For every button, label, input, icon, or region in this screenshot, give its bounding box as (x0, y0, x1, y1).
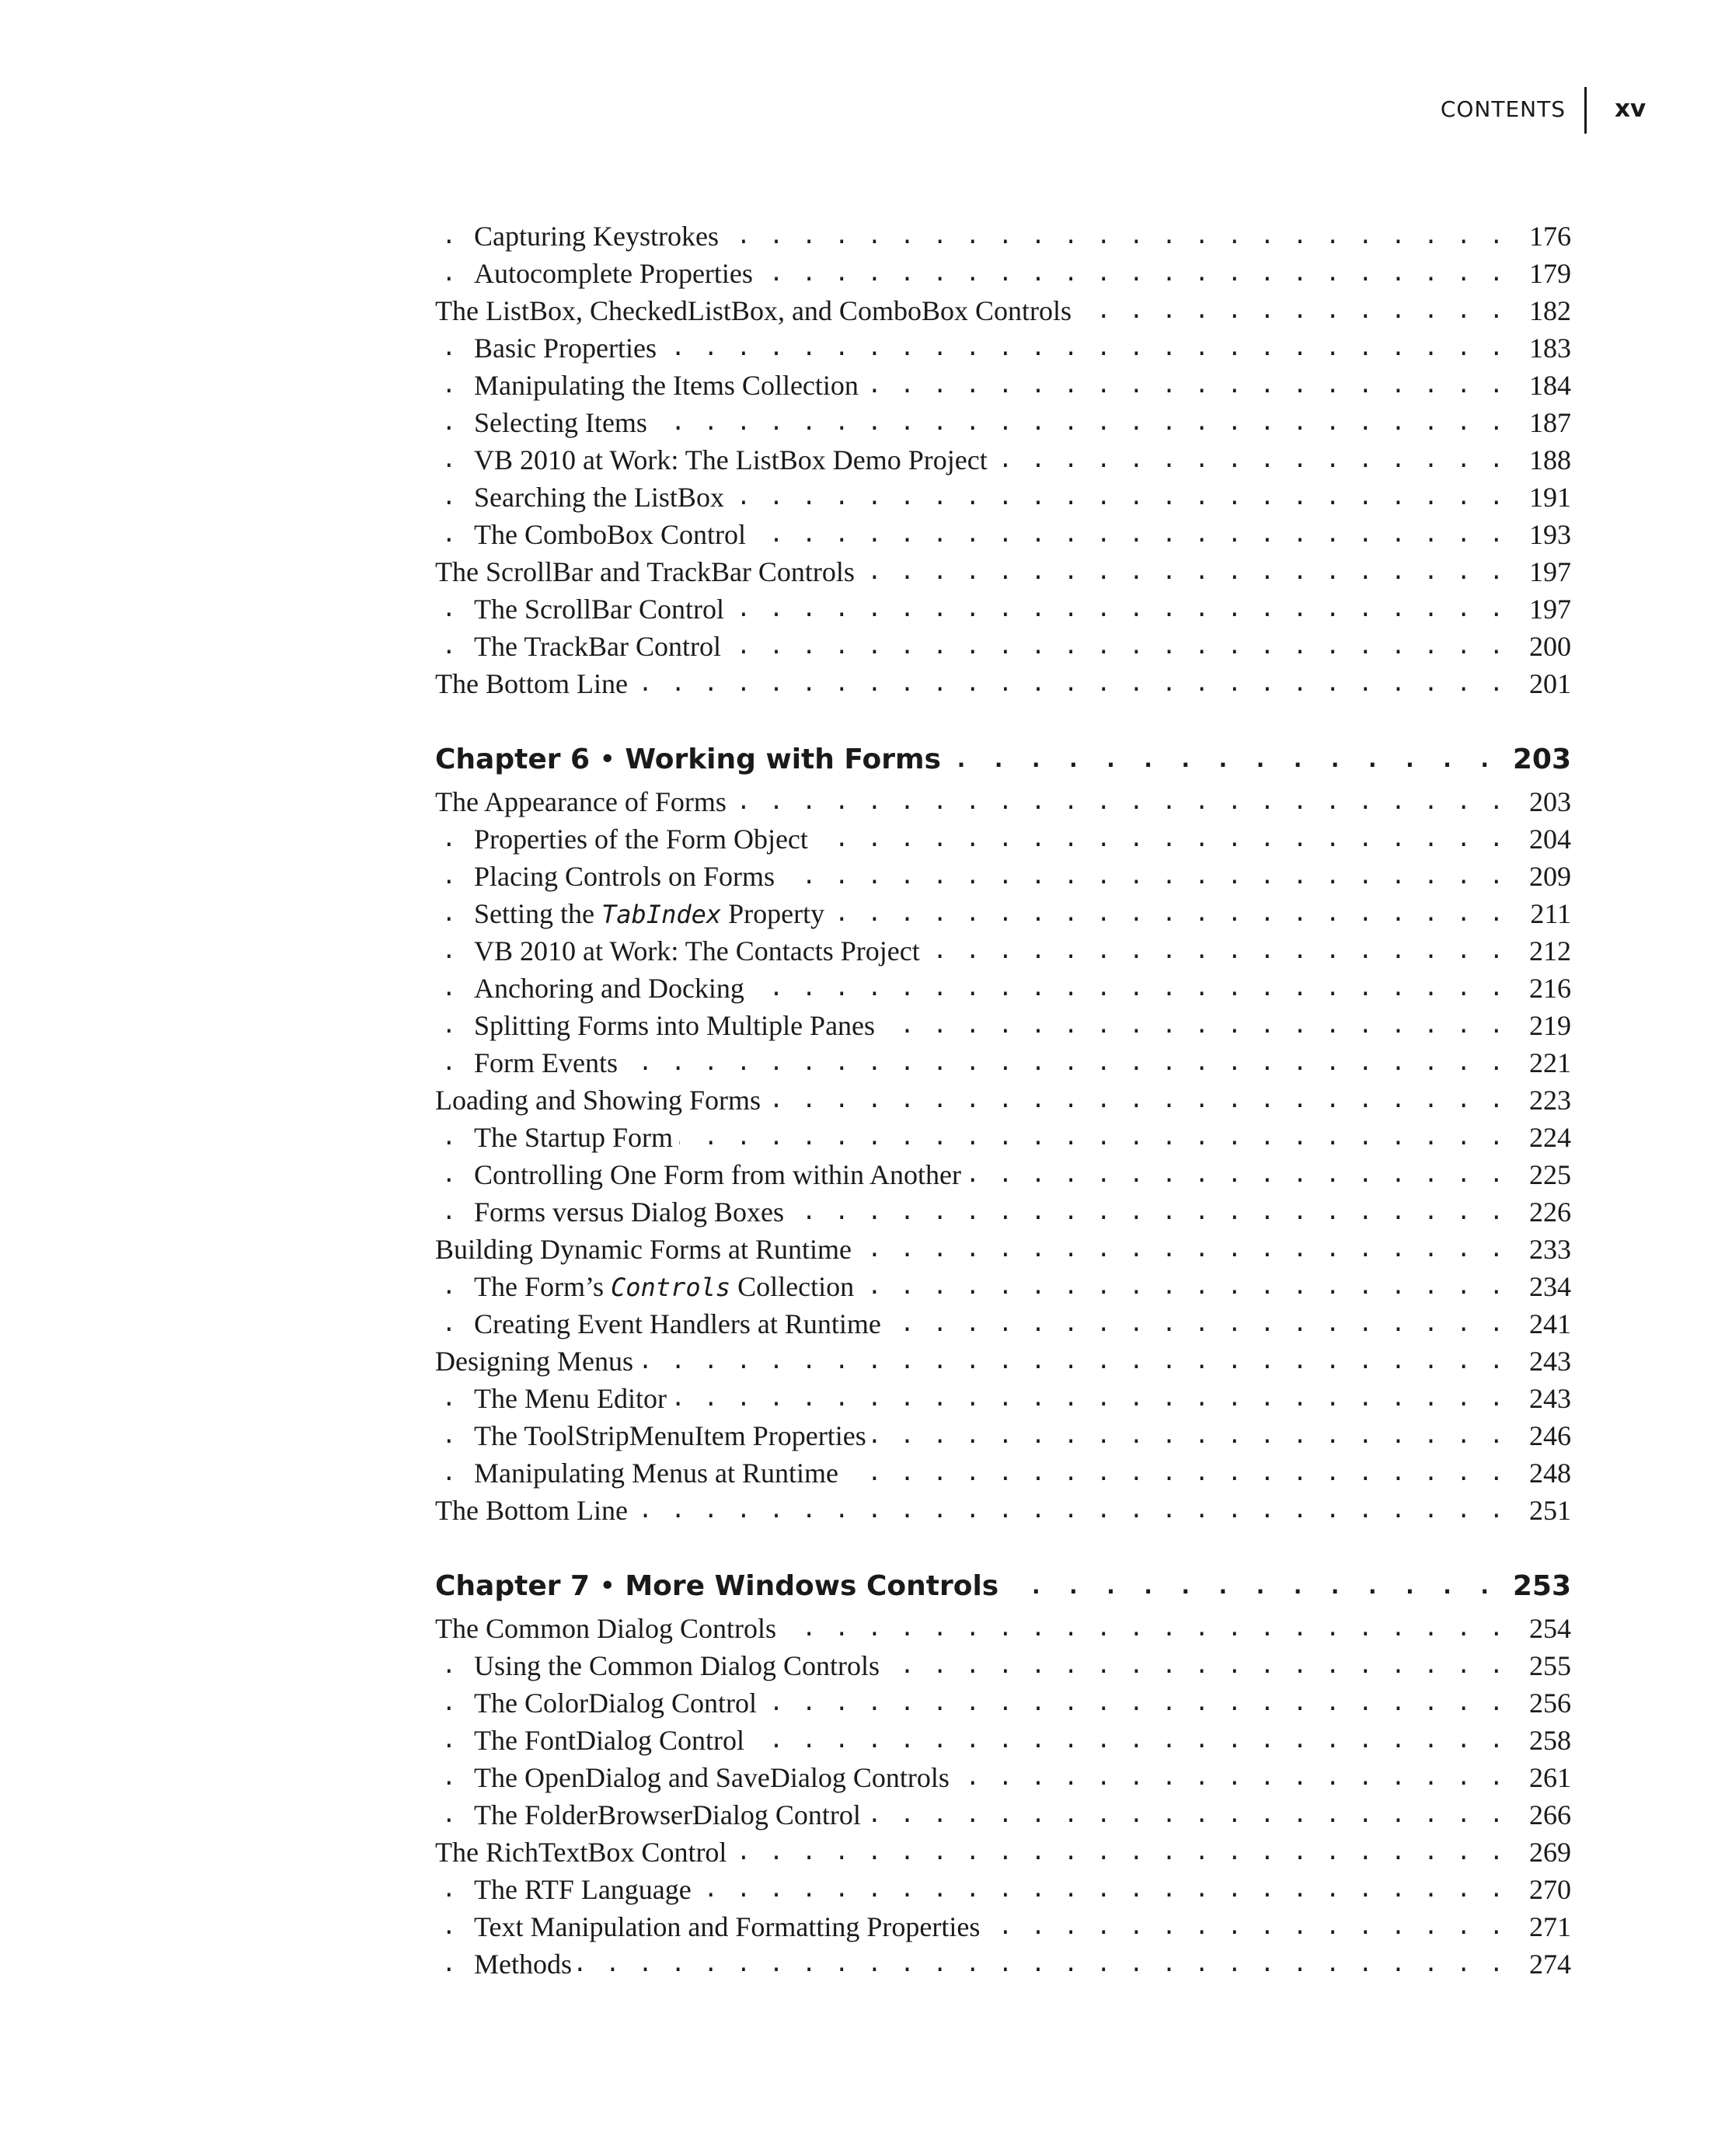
toc-entry[interactable] (435, 665, 1571, 702)
chapter-title: Working with Forms (625, 744, 947, 775)
toc-entry-title: Manipulating the Items Collection (474, 370, 865, 401)
toc-entry[interactable] (435, 820, 1571, 858)
toc-entry-title: Properties of the Form Object (474, 824, 814, 855)
toc-entry-title: The ColorDialog Control (474, 1688, 763, 1719)
toc-entry-title: Autocomplete Properties (474, 258, 759, 289)
toc-entry-page: 179 (1521, 255, 1571, 292)
toc-entry[interactable] (435, 1044, 1571, 1081)
toc-entry[interactable] (435, 1454, 1571, 1492)
toc-entry[interactable] (435, 783, 1571, 820)
toc-entry-page: 204 (1521, 820, 1571, 858)
toc-entry-title: The FontDialog Control (474, 1725, 751, 1756)
toc-entry-page: 221 (1521, 1044, 1571, 1081)
toc-entry-title: Form Events (474, 1047, 624, 1078)
toc-entry-title: Forms versus Dialog Boxes (474, 1196, 790, 1228)
toc-entry-page: 216 (1521, 970, 1571, 1007)
toc-entry[interactable] (435, 255, 1571, 292)
toc-entry[interactable] (435, 628, 1571, 665)
toc-entry-page: 219 (1521, 1007, 1571, 1044)
toc-entry-page: 254 (1521, 1610, 1571, 1647)
toc-entry-title: The Startup Form (474, 1122, 679, 1153)
toc-entry[interactable] (435, 1647, 1571, 1684)
toc-entry-title: Capturing Keystrokes (474, 221, 725, 252)
toc-entry-title: The RichTextBox Control (435, 1837, 733, 1868)
toc-entry-title: The TrackBar Control (474, 631, 727, 662)
toc-entry[interactable] (435, 1796, 1571, 1834)
toc-entry-page: 248 (1521, 1454, 1571, 1492)
toc-entry-page: 193 (1521, 516, 1571, 553)
toc-entry-title: The Menu Editor (474, 1383, 673, 1414)
toc-entry-page: 223 (1521, 1081, 1571, 1119)
toc-entry-title: Designing Menus (435, 1346, 639, 1377)
toc-entry-page: 226 (1521, 1193, 1571, 1231)
toc-entry-page: 187 (1521, 404, 1571, 441)
toc-entry-page: 270 (1521, 1871, 1571, 1908)
chapter-6-heading[interactable] (435, 738, 1571, 782)
toc-entry[interactable] (435, 367, 1571, 404)
toc-entry-page: 183 (1521, 329, 1571, 367)
toc-entry[interactable] (435, 404, 1571, 441)
toc-entry-page: 271 (1521, 1908, 1571, 1945)
toc-entry-page: 258 (1521, 1722, 1571, 1759)
toc-entry-page: 225 (1521, 1156, 1571, 1193)
toc-entry[interactable] (435, 1119, 1571, 1156)
chapter-label: Chapter 6 (435, 744, 591, 775)
toc-entry-title: Basic Properties (474, 333, 663, 364)
toc-entry[interactable] (435, 970, 1571, 1007)
toc-entry-page: 182 (1521, 292, 1571, 329)
toc-entry-page: 188 (1521, 441, 1571, 479)
toc-entry-title: The ListBox, CheckedListBox, and ComboBox Controls (435, 295, 1078, 326)
toc-entry-title: Manipulating Menus at Runtime (474, 1458, 845, 1489)
toc-entry[interactable] (435, 1492, 1571, 1529)
toc-entry-page: 243 (1521, 1380, 1571, 1417)
toc-entry-title: Using the Common Dialog Controls (474, 1650, 886, 1681)
toc-entry[interactable] (435, 553, 1571, 590)
toc-entry-page: 266 (1521, 1796, 1571, 1834)
toc-entry-title: Splitting Forms into Multiple Panes (474, 1010, 881, 1041)
toc-entry-page: 251 (1521, 1492, 1571, 1529)
running-header (0, 87, 1718, 134)
toc-entry-page: 224 (1521, 1119, 1571, 1156)
toc-entry-page: 269 (1521, 1834, 1571, 1871)
toc-entry-page: 203 (1521, 783, 1571, 820)
toc-entry-title: The ScrollBar Control (474, 594, 730, 625)
toc-entry[interactable] (435, 1156, 1571, 1193)
toc-entry-title (474, 1271, 860, 1302)
header-divider (1584, 87, 1587, 134)
toc-entry[interactable] (435, 329, 1571, 367)
running-header-section: CONTENTS (1440, 96, 1566, 122)
toc-entry-page: 197 (1521, 553, 1571, 590)
toc-entry-title-text: Setting the (474, 898, 601, 929)
toc-entry[interactable] (435, 1417, 1571, 1454)
toc-entry-page: 255 (1521, 1647, 1571, 1684)
toc-entry-title: Loading and Showing Forms (435, 1085, 767, 1116)
toc-entry-title: Selecting Items (474, 407, 653, 438)
toc-entry[interactable] (435, 1305, 1571, 1343)
toc-entry[interactable] (435, 1380, 1571, 1417)
toc-entry[interactable] (435, 516, 1571, 553)
toc-entry[interactable] (435, 1722, 1571, 1759)
toc-entry[interactable] (435, 1871, 1571, 1908)
toc-entry-title-text: Property (721, 898, 825, 929)
toc-entry-title: The Bottom Line (435, 1495, 634, 1526)
toc-entry-title: Methods (474, 1949, 578, 1980)
toc-entry[interactable] (435, 1231, 1571, 1268)
toc-entry-title (474, 898, 831, 929)
toc-entry-title: The RTF Language (474, 1874, 698, 1905)
toc-entry[interactable] (435, 1759, 1571, 1796)
toc-entry-page: 256 (1521, 1684, 1571, 1722)
toc-entry[interactable] (435, 218, 1571, 255)
code-term: TabIndex (601, 900, 722, 929)
toc-entry[interactable] (435, 858, 1571, 895)
toc-entry-title: The OpenDialog and SaveDialog Controls (474, 1762, 956, 1793)
table-of-contents (435, 218, 1571, 1983)
toc-entry[interactable] (435, 1908, 1571, 1945)
toc-entry-page: 197 (1521, 590, 1571, 628)
toc-entry-title: The FolderBrowserDialog Control (474, 1799, 867, 1830)
toc-entry-title: Text Manipulation and Formatting Properties (474, 1911, 986, 1942)
toc-entry-title: Searching the ListBox (474, 482, 730, 513)
toc-entry[interactable] (435, 1834, 1571, 1871)
toc-entry-page: 201 (1521, 665, 1571, 702)
toc-entry[interactable] (435, 1193, 1571, 1231)
page-number: xv (1615, 95, 1647, 123)
chapter-label: Chapter 7 (435, 1570, 591, 1602)
toc-entry-page: 191 (1521, 479, 1571, 516)
toc-entry-title-text: Collection (730, 1271, 855, 1302)
toc-entry-title: VB 2010 at Work: The ListBox Demo Project (474, 444, 994, 475)
chapter-bullet: • (590, 744, 625, 775)
toc-entry-title: Controlling One Form from within Another (474, 1159, 967, 1190)
toc-entry[interactable] (435, 932, 1571, 970)
toc-entry-title: Building Dynamic Forms at Runtime (435, 1234, 858, 1265)
toc-entry-page: 246 (1521, 1417, 1571, 1454)
toc-entry-page: 274 (1521, 1945, 1571, 1983)
toc-entry-page: 243 (1521, 1343, 1571, 1380)
toc-entry-title: The Common Dialog Controls (435, 1613, 782, 1644)
toc-entry-title: Anchoring and Docking (474, 973, 751, 1004)
toc-entry-title: VB 2010 at Work: The Contacts Project (474, 935, 926, 967)
toc-entry-title-text: The Form’s (474, 1271, 611, 1302)
toc-entry[interactable] (435, 1945, 1571, 1983)
toc-entry[interactable] (435, 895, 1571, 932)
toc-entry-page: 241 (1521, 1305, 1571, 1343)
toc-entry[interactable] (435, 1268, 1571, 1305)
toc-entry[interactable] (435, 1007, 1571, 1044)
toc-entry-title: Creating Event Handlers at Runtime (474, 1308, 887, 1339)
chapter-7-heading[interactable] (435, 1565, 1571, 1608)
toc-entry-title: The ToolStripMenuItem Properties (474, 1420, 873, 1451)
toc-entry-page: 184 (1521, 367, 1571, 404)
toc-entry[interactable] (435, 292, 1571, 329)
toc-entry[interactable] (435, 1610, 1571, 1647)
chapter-page: 253 (1505, 1565, 1571, 1608)
toc-entry[interactable] (435, 1343, 1571, 1380)
chapter-title: More Windows Controls (625, 1570, 1005, 1602)
toc-entry-page: 212 (1521, 932, 1571, 970)
toc-entry-page: 233 (1521, 1231, 1571, 1268)
toc-entry[interactable] (435, 479, 1571, 516)
toc-entry-title: The Appearance of Forms (435, 786, 733, 817)
toc-entry-page: 200 (1521, 628, 1571, 665)
toc-entry[interactable] (435, 441, 1571, 479)
toc-entry-page: 234 (1521, 1268, 1571, 1305)
toc-entry-title: The ComboBox Control (474, 519, 752, 550)
toc-entry-title: The ScrollBar and TrackBar Controls (435, 556, 861, 587)
code-term: Controls (611, 1273, 731, 1302)
toc-entry[interactable] (435, 590, 1571, 628)
toc-entry-page: 261 (1521, 1759, 1571, 1796)
chapter-bullet: • (590, 1570, 625, 1602)
toc-entry-page: 176 (1521, 218, 1571, 255)
toc-entry-title: The Bottom Line (435, 668, 634, 699)
toc-entry[interactable] (435, 1684, 1571, 1722)
toc-entry-page: 209 (1521, 858, 1571, 895)
chapter-page: 203 (1505, 738, 1571, 782)
toc-entry-title: Placing Controls on Forms (474, 861, 781, 892)
toc-entry[interactable] (435, 1081, 1571, 1119)
toc-entry-page: 211 (1522, 895, 1571, 932)
